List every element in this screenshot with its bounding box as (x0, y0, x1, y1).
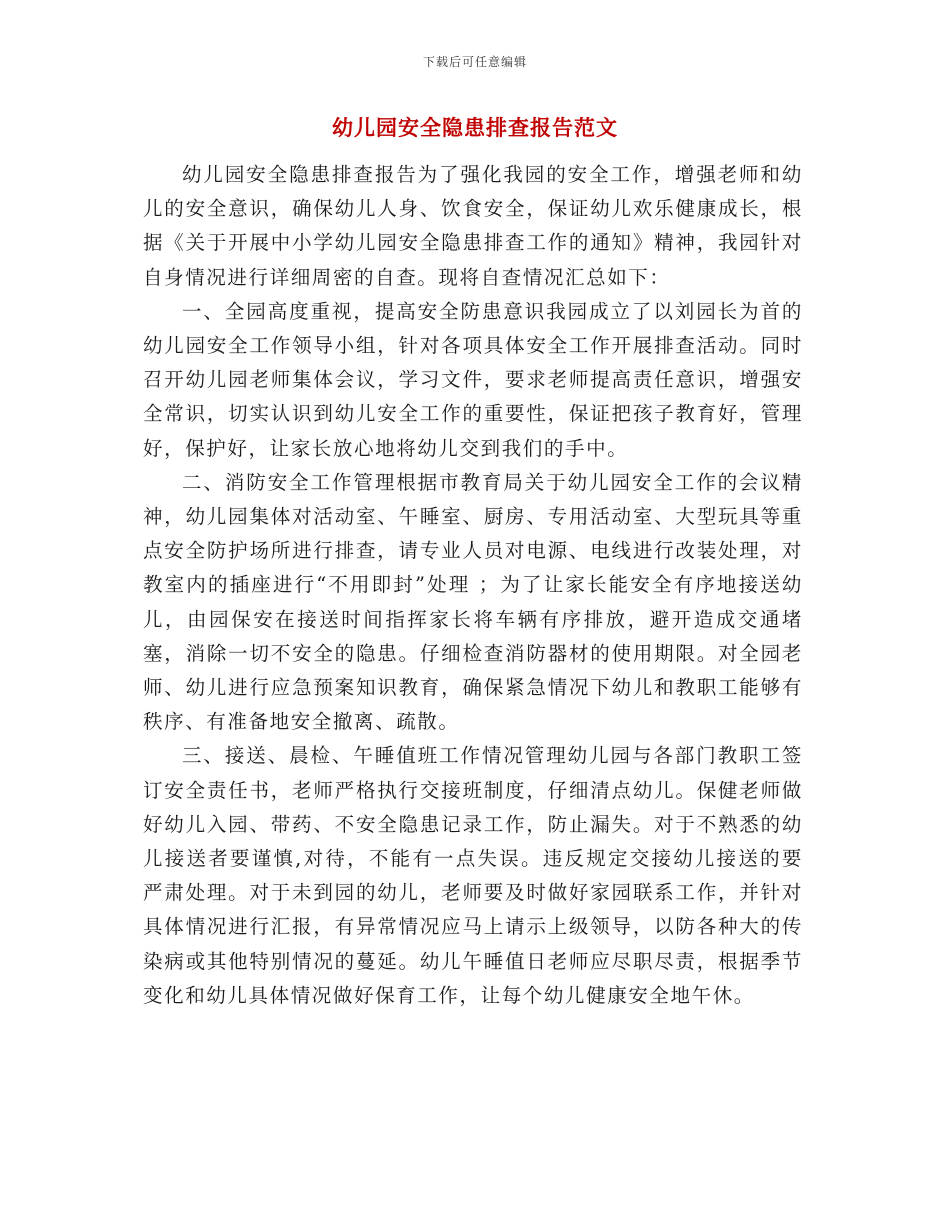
document-body (143, 158, 803, 1013)
document-title: 幼儿园安全隐患排查报告范文 (332, 115, 618, 140)
header-note: 下载后可任意编辑 (422, 55, 527, 69)
paragraph-section-2: 二、消防安全工作管理根据市教育局关于幼儿园安全工作的会议精神，幼儿园集体对活动室、午睡室、厨房、专用活动室、大型玩具等重点安全防护场所进行排查，请专业人员对电源、电线进行改装处理，对教室内的插座进行“不用即封”处理 ；为了让家长能安全有序地接送幼儿，由园保安在接送时间指挥家长将车辆有序排放，避开造成交通堵塞，消除一切不安全的隐患。仔细检查消防器材的使用期限。对全园老师、幼儿进行应急预案知识教育，确保紧急情况下幼儿和教职工能够有秩序、有准备地安全撤离、疏散。 (143, 470, 803, 734)
paragraph-section-3: 三、接送、晨检、午睡值班工作情况管理幼儿园与各部门教职工签订安全责任书，老师严格执行交接班制度，仔细清点幼儿。保健老师做好幼儿入园、带药、不安全隐患记录工作，防止漏失。对于不熟悉的幼儿接送者要谨慎,对待，不能有一点失误。违反规定交接幼儿接送的要严肃处理。对于未到园的幼儿，老师要及时做好家园联系工作，并针对具体情况进行汇报，有异常情况应马上请示上级领导，以防各种大的传染病或其他特别情况的蔓延。幼儿午睡值日老师应尽职尽责，根据季节变化和幼儿具体情况做好保育工作，让每个幼儿健康安全地午休。 (143, 744, 803, 1007)
paragraph-section-1: 一、全园高度重视，提高安全防患意识我园成立了以刘园长为首的幼儿园安全工作领导小组，针对各项具体安全工作开展排查活动。同时召开幼儿园老师集体会议，学习文件，要求老师提高责任意识，增强安全常识，切实认识到幼儿安全工作的重要性，保证把孩子教育好，管理好，保护好，让家长放心地将幼儿交到我们的手中。 (143, 299, 803, 460)
paragraph-intro: 幼儿园安全隐患排查报告为了强化我园的安全工作，增强老师和幼儿的安全意识，确保幼儿人身、饮食安全，保证幼儿欢乐健康成长，根据《关于开展中小学幼儿园安全隐患排查工作的通知》精神，我园针对自身情况进行详细周密的自查。现将自查情况汇总如下： (143, 163, 803, 289)
